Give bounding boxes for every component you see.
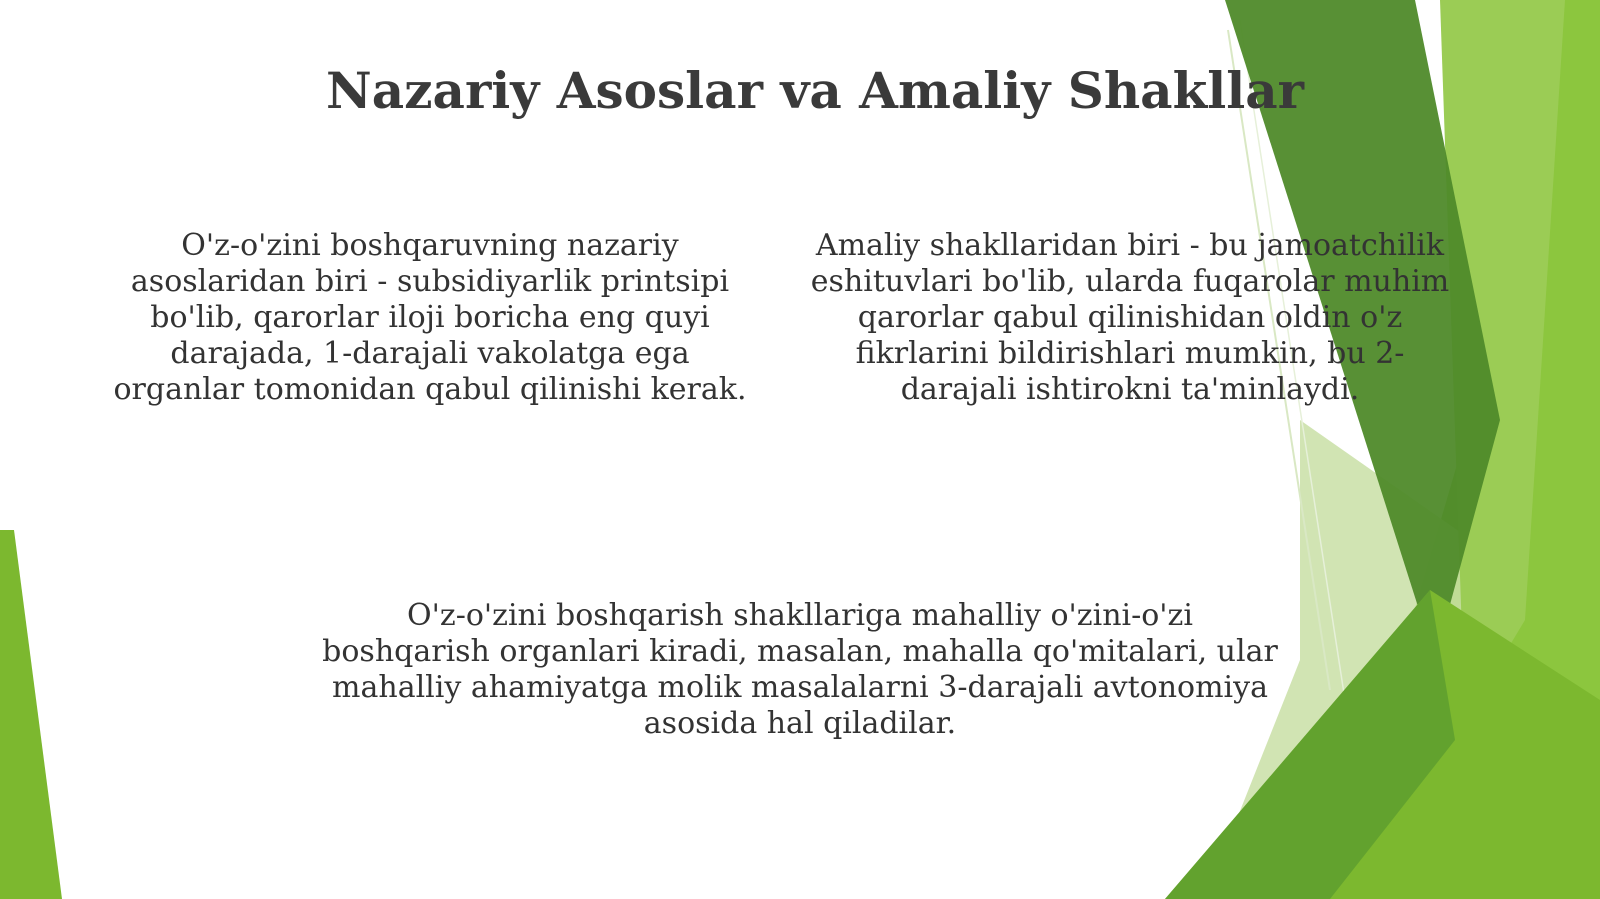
slide-title: Nazariy Asoslar va Amaliy Shakllar bbox=[326, 61, 1304, 120]
text-block-self-government-forms: O'z-o'zini boshqarish shakllariga mahalliy o'zini-o'zi boshqarish organlari kiradi, masalan, mahalla qo'mitalari, ular mahalliy ahamiyatga molik masalalarni 3-darajali avtonomiya asosida hal qiladilar. bbox=[322, 598, 1278, 741]
left-green-shard bbox=[0, 530, 62, 899]
text-block-subsidiarity: O'z-o'zini boshqaruvning nazariy asoslaridan biri - subsidiyarlik printsipi bo'lib, qarorlar iloji boricha eng quyi darajada, 1-darajali vakolatga ega organlar tomonidan qabul qilinishi kerak. bbox=[113, 228, 747, 407]
text-block-public-hearings: Amaliy shakllaridan biri - bu jamoatchilik eshituvlari bo'lib, ularda fuqarolar muhim qarorlar qabul qilinishidan oldin o'z fikrlarini bildirishlari mumkin, bu 2-darajali ishtirokni ta'minlaydi. bbox=[810, 228, 1450, 407]
